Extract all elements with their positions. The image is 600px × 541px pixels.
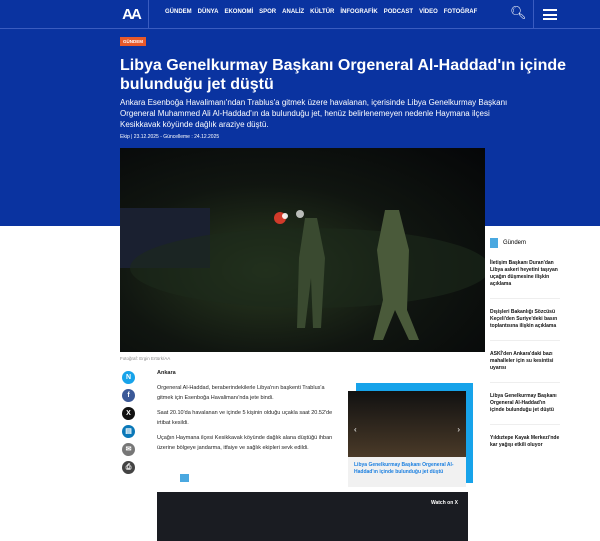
hero-photo xyxy=(120,148,485,352)
menu-item[interactable]: VİDEO xyxy=(419,9,438,15)
chevron-left-icon[interactable]: ‹ xyxy=(354,425,357,434)
category-badge[interactable]: GÜNDEM xyxy=(120,37,146,46)
article-meta: Ekip | 23.12.2025 - Güncelleme : 24.12.2025 xyxy=(120,134,220,140)
main-menu xyxy=(165,9,477,15)
print-icon[interactable]: ⎙ xyxy=(122,461,135,474)
menu-item[interactable]: GÜNDEM xyxy=(165,9,192,15)
email-icon[interactable]: ✉ xyxy=(122,443,135,456)
gallery-image xyxy=(348,391,466,457)
linkedin-icon[interactable]: ▤ xyxy=(122,425,135,438)
hamburger-menu-icon[interactable] xyxy=(543,9,557,23)
x-twitter-icon[interactable]: X xyxy=(122,407,135,420)
share-bar xyxy=(122,371,135,474)
menu-item[interactable]: DÜNYA xyxy=(197,9,219,15)
night-scene xyxy=(120,148,485,352)
sidebar-heading-text: Gündem xyxy=(503,240,527,246)
menu-item[interactable]: SPOR xyxy=(259,9,277,15)
sidebar-news xyxy=(490,238,560,469)
sidebar-item[interactable]: ASKİ'den Ankara'daki bazı mahalleler için su kesintisi uyarısı xyxy=(490,351,560,383)
article-lead: Ankara Esenboğa Havalimanı'ndan Trablus'a gitmek üzere havalanan, içerisinde Libya Genelkurmay Başkanı Orgeneral Muhammed Ali Al-Haddad'ın da bulunduğu jet, henüz belirlenemeyen nedenle Haymana ilçesi Kesikkavak köyünde dağlık araziye düştü. xyxy=(120,98,508,129)
sidebar-item[interactable]: Yıldıztepe Kayak Merkezi'nde kar yağışı etkili oluyor xyxy=(490,435,560,448)
menu-item[interactable]: EKONOMİ xyxy=(224,9,254,15)
article-body xyxy=(157,368,342,458)
sidebar-item[interactable]: İletişim Başkanı Duran'dan Libya askeri heyetini taşıyan uçağın düşmesine ilişkin açıklama xyxy=(490,260,560,299)
news-share-icon[interactable]: N xyxy=(122,371,135,384)
sidebar-item[interactable]: Libya Genelkurmay Başkanı Orgeneral Al-Haddad'ın içinde bulunduğu jet düştü xyxy=(490,393,560,425)
sidebar-item[interactable]: Dışişleri Bakanlığı Sözcüsü Keçeli'den Suriye'deki basın toplantısına ilişkin açıklama xyxy=(490,309,560,341)
menu-item[interactable]: FOTOĞRAF xyxy=(443,9,478,15)
menu-item[interactable]: İNFOGRAFİK xyxy=(340,9,378,15)
top-nav xyxy=(0,0,600,29)
divider xyxy=(148,0,149,29)
menu-item[interactable]: PODCAST xyxy=(383,9,414,15)
article-title: Libya Genelkurmay Başkanı Orgeneral Al-Haddad'ın içinde bulunduğu jet düştü xyxy=(120,57,567,93)
facebook-icon[interactable]: f xyxy=(122,389,135,402)
paragraph: Orgeneral Al-Haddad, beraberindekilerle Libya'nın başkenti Trablus'a gitmek için Esenboğa Havalimanı'nda jete bindi. xyxy=(157,385,325,401)
gallery-caption[interactable]: Libya Genelkurmay Başkanı Orgeneral Al-Haddad'ın içinde bulunduğu jet düştü xyxy=(348,457,466,487)
menu-item[interactable]: KÜLTÜR xyxy=(310,9,335,15)
divider xyxy=(533,0,534,29)
related-gallery-card[interactable] xyxy=(348,383,470,487)
aa-logo[interactable]: AA xyxy=(122,6,140,23)
chevron-right-icon[interactable]: › xyxy=(457,425,460,434)
paragraph: Uçağın Haymana ilçesi Kesikkavak köyünde dağlık alana düştüğü ihbarı üzerine bölgeye jandarma, itfaiye ve sağlık ekipleri sevk edildi. xyxy=(157,435,333,451)
watch-on-x-link[interactable]: Watch on X xyxy=(430,500,458,506)
sidebar-heading xyxy=(490,238,560,248)
dateline: Ankara xyxy=(157,370,176,376)
bookmark-icon xyxy=(490,238,498,248)
comment-icon[interactable] xyxy=(180,474,189,482)
search-icon[interactable]: 🔍︎ xyxy=(510,5,527,20)
embedded-video[interactable] xyxy=(157,492,468,541)
paragraph: Saat 20.10'da havalanan ve içinde 5 kişinin olduğu uçakla saat 20.52'de irtibat kesildi. xyxy=(157,410,333,426)
menu-item[interactable]: ANALİZ xyxy=(282,9,305,15)
photo-credit: Fotoğraf: Ergin Ertürk/AA xyxy=(120,356,171,361)
